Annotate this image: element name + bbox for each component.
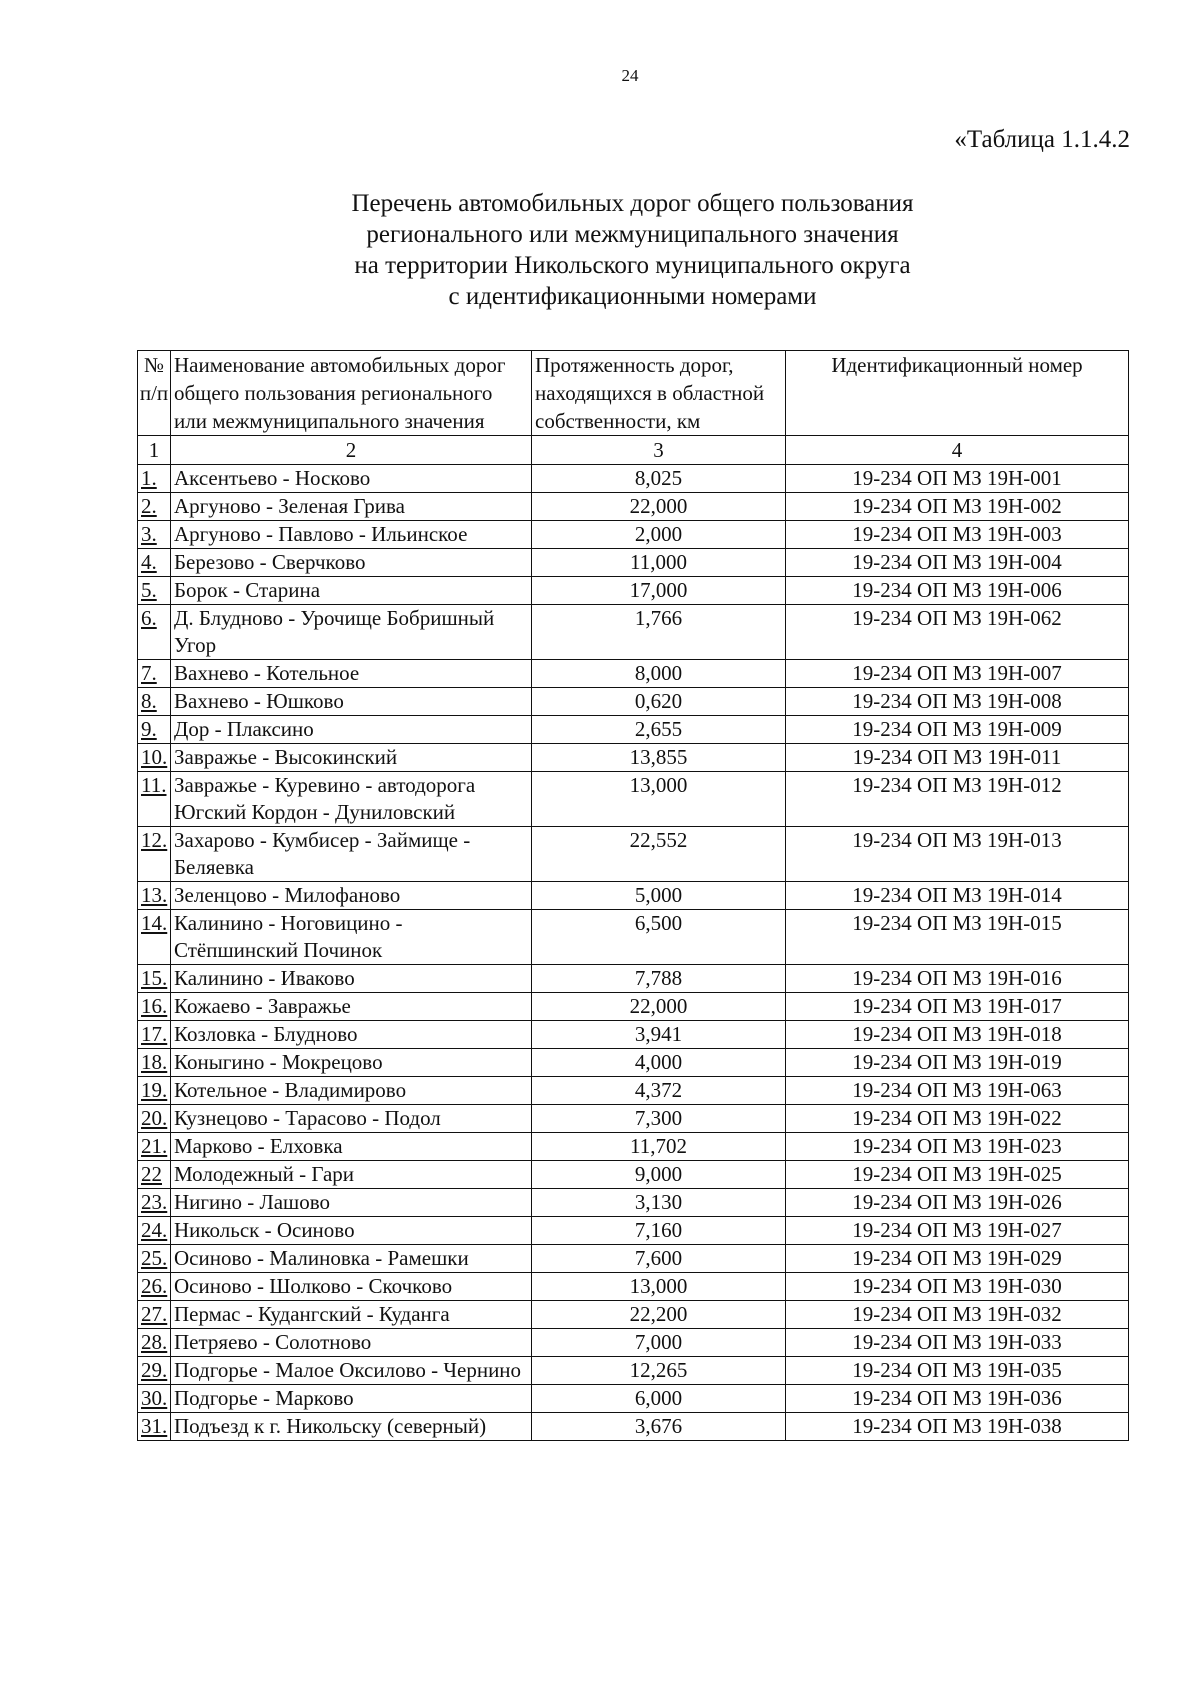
row-number bbox=[138, 716, 171, 744]
row-number-text: 29. bbox=[141, 1358, 168, 1382]
row-number-text: 10. bbox=[141, 745, 168, 769]
row-number-text: 26. bbox=[141, 1274, 168, 1298]
page-number: 24 bbox=[621, 66, 639, 85]
road-name: Завражье - Куревино - автодорога Югский Кордон - Дуниловский bbox=[171, 772, 532, 827]
road-id-number: 19-234 ОП МЗ 19Н-029 bbox=[786, 1245, 1129, 1273]
header-number: № п/п bbox=[138, 351, 171, 436]
row-number-text: 6. bbox=[141, 606, 157, 630]
road-id-number: 19-234 ОП МЗ 19Н-011 bbox=[786, 744, 1129, 772]
road-id-number: 19-234 ОП МЗ 19Н-062 bbox=[786, 605, 1129, 660]
road-length: 7,300 bbox=[532, 1105, 786, 1133]
road-name: Калинино - Иваково bbox=[171, 965, 532, 993]
road-name: Дор - Плаксино bbox=[171, 716, 532, 744]
road-name: Зеленцово - Милофаново bbox=[171, 882, 532, 910]
document-title bbox=[140, 188, 1125, 312]
column-index-row bbox=[138, 436, 1129, 465]
row-number bbox=[138, 605, 171, 660]
row-number bbox=[138, 1301, 171, 1329]
table-row bbox=[138, 993, 1129, 1021]
row-number-text: 9. bbox=[141, 717, 157, 741]
table-row bbox=[138, 1357, 1129, 1385]
row-number bbox=[138, 1021, 171, 1049]
table-row bbox=[138, 965, 1129, 993]
table-label: «Таблица 1.1.4.2 bbox=[954, 126, 1130, 153]
road-id-number: 19-234 ОП МЗ 19Н-003 bbox=[786, 521, 1129, 549]
road-length: 2,655 bbox=[532, 716, 786, 744]
road-name: Аксентьево - Носково bbox=[171, 465, 532, 493]
row-number bbox=[138, 1357, 171, 1385]
table-row bbox=[138, 688, 1129, 716]
row-number bbox=[138, 1245, 171, 1273]
road-name: Нигино - Лашово bbox=[171, 1189, 532, 1217]
row-number-text: 19. bbox=[141, 1078, 168, 1102]
table-row bbox=[138, 910, 1129, 965]
road-name: Березово - Сверчково bbox=[171, 549, 532, 577]
row-number-text: 5. bbox=[141, 578, 157, 602]
road-id-number: 19-234 ОП МЗ 19Н-027 bbox=[786, 1217, 1129, 1245]
road-name: Д. Блудново - Урочище Бобришный Угор bbox=[171, 605, 532, 660]
row-number-text: 27. bbox=[141, 1302, 168, 1326]
road-length: 6,000 bbox=[532, 1385, 786, 1413]
road-length: 8,000 bbox=[532, 660, 786, 688]
row-number bbox=[138, 688, 171, 716]
road-id-number: 19-234 ОП МЗ 19Н-026 bbox=[786, 1189, 1129, 1217]
road-name: Аргуново - Зеленая Грива bbox=[171, 493, 532, 521]
row-number bbox=[138, 882, 171, 910]
road-name: Подгорье - Марково bbox=[171, 1385, 532, 1413]
road-length: 17,000 bbox=[532, 577, 786, 605]
row-number bbox=[138, 493, 171, 521]
row-number bbox=[138, 1133, 171, 1161]
road-name: Подгорье - Малое Оксилово - Чернино bbox=[171, 1357, 532, 1385]
table-row bbox=[138, 772, 1129, 827]
row-number-text: 31. bbox=[141, 1414, 168, 1438]
row-number-text: 16. bbox=[141, 994, 168, 1018]
road-name: Калинино - Ноговицино - Стёпшинский Починок bbox=[171, 910, 532, 965]
road-length: 9,000 bbox=[532, 1161, 786, 1189]
row-number-text: 28. bbox=[141, 1330, 168, 1354]
road-name: Молодежный - Гари bbox=[171, 1161, 532, 1189]
road-length: 3,130 bbox=[532, 1189, 786, 1217]
row-number-text: 3. bbox=[141, 522, 157, 546]
header-road-name: Наименование автомобильных дорог общего пользования регионального или межмуниципального значения bbox=[171, 351, 532, 436]
row-number bbox=[138, 827, 171, 882]
road-length: 5,000 bbox=[532, 882, 786, 910]
road-name: Козловка - Блудново bbox=[171, 1021, 532, 1049]
row-number bbox=[138, 660, 171, 688]
road-name: Завражье - Высокинский bbox=[171, 744, 532, 772]
table-row bbox=[138, 1329, 1129, 1357]
row-number bbox=[138, 1413, 171, 1441]
table-row bbox=[138, 1385, 1129, 1413]
road-name: Пермас - Кудангский - Куданга bbox=[171, 1301, 532, 1329]
road-id-number: 19-234 ОП МЗ 19Н-025 bbox=[786, 1161, 1129, 1189]
row-number-text: 21. bbox=[141, 1134, 168, 1158]
column-index: 2 bbox=[171, 436, 532, 465]
table-row bbox=[138, 1133, 1129, 1161]
road-name: Кузнецово - Тарасово - Подол bbox=[171, 1105, 532, 1133]
road-id-number: 19-234 ОП МЗ 19Н-035 bbox=[786, 1357, 1129, 1385]
title-line: Перечень автомобильных дорог общего пользования bbox=[351, 190, 914, 217]
roads-table bbox=[137, 350, 1129, 1441]
table-row bbox=[138, 465, 1129, 493]
road-length: 13,000 bbox=[532, 1273, 786, 1301]
road-id-number: 19-234 ОП МЗ 19Н-023 bbox=[786, 1133, 1129, 1161]
row-number-text: 22 bbox=[141, 1162, 162, 1186]
row-number bbox=[138, 910, 171, 965]
road-length: 13,855 bbox=[532, 744, 786, 772]
table-row bbox=[138, 1273, 1129, 1301]
table-row bbox=[138, 1049, 1129, 1077]
row-number bbox=[138, 965, 171, 993]
road-length: 13,000 bbox=[532, 772, 786, 827]
road-length: 3,941 bbox=[532, 1021, 786, 1049]
row-number bbox=[138, 1049, 171, 1077]
row-number-text: 17. bbox=[141, 1022, 168, 1046]
road-id-number: 19-234 ОП МЗ 19Н-002 bbox=[786, 493, 1129, 521]
row-number-text: 11. bbox=[141, 773, 167, 797]
road-id-number: 19-234 ОП МЗ 19Н-038 bbox=[786, 1413, 1129, 1441]
column-index: 4 bbox=[786, 436, 1129, 465]
row-number bbox=[138, 577, 171, 605]
row-number-text: 8. bbox=[141, 689, 157, 713]
road-name: Кожаево - Завражье bbox=[171, 993, 532, 1021]
road-id-number: 19-234 ОП МЗ 19Н-001 bbox=[786, 465, 1129, 493]
row-number-text: 15. bbox=[141, 966, 168, 990]
road-name: Захарово - Кумбисер - Займище - Беляевка bbox=[171, 827, 532, 882]
road-id-number: 19-234 ОП МЗ 19Н-033 bbox=[786, 1329, 1129, 1357]
table-row bbox=[138, 1413, 1129, 1441]
row-number bbox=[138, 1217, 171, 1245]
row-number-text: 2. bbox=[141, 494, 157, 518]
row-number-text: 23. bbox=[141, 1190, 168, 1214]
row-number-text: 20. bbox=[141, 1106, 168, 1130]
road-length: 12,265 bbox=[532, 1357, 786, 1385]
road-id-number: 19-234 ОП МЗ 19Н-015 bbox=[786, 910, 1129, 965]
road-id-number: 19-234 ОП МЗ 19Н-008 bbox=[786, 688, 1129, 716]
table-row bbox=[138, 827, 1129, 882]
road-id-number: 19-234 ОП МЗ 19Н-006 bbox=[786, 577, 1129, 605]
row-number-text: 30. bbox=[141, 1386, 168, 1410]
row-number-text: 14. bbox=[141, 911, 168, 935]
road-name: Борок - Старина bbox=[171, 577, 532, 605]
table-row bbox=[138, 1021, 1129, 1049]
road-name: Вахнево - Котельное bbox=[171, 660, 532, 688]
road-name: Аргуново - Павлово - Ильинское bbox=[171, 521, 532, 549]
column-index: 1 bbox=[138, 436, 171, 465]
road-length: 8,025 bbox=[532, 465, 786, 493]
title-line: регионального или межмуниципального значения bbox=[366, 221, 899, 248]
table-row bbox=[138, 1245, 1129, 1273]
row-number-text: 24. bbox=[141, 1218, 168, 1242]
row-number-text: 7. bbox=[141, 661, 157, 685]
row-number bbox=[138, 744, 171, 772]
row-number bbox=[138, 1385, 171, 1413]
row-number bbox=[138, 1105, 171, 1133]
road-length: 22,552 bbox=[532, 827, 786, 882]
road-name: Осиново - Малиновка - Рамешки bbox=[171, 1245, 532, 1273]
road-length: 22,000 bbox=[532, 493, 786, 521]
row-number-text: 13. bbox=[141, 883, 168, 907]
table-row bbox=[138, 493, 1129, 521]
row-number-text: 1. bbox=[141, 466, 157, 490]
row-number-text: 12. bbox=[141, 828, 168, 852]
table-header-row bbox=[138, 351, 1129, 436]
road-id-number: 19-234 ОП МЗ 19Н-063 bbox=[786, 1077, 1129, 1105]
road-length: 4,372 bbox=[532, 1077, 786, 1105]
title-line: с идентификационными номерами bbox=[448, 283, 817, 310]
table-row bbox=[138, 1189, 1129, 1217]
road-id-number: 19-234 ОП МЗ 19Н-004 bbox=[786, 549, 1129, 577]
road-id-number: 19-234 ОП МЗ 19Н-014 bbox=[786, 882, 1129, 910]
column-index: 3 bbox=[532, 436, 786, 465]
row-number bbox=[138, 1161, 171, 1189]
table-row bbox=[138, 660, 1129, 688]
row-number bbox=[138, 1329, 171, 1357]
road-id-number: 19-234 ОП МЗ 19Н-019 bbox=[786, 1049, 1129, 1077]
table-row bbox=[138, 605, 1129, 660]
table-row bbox=[138, 521, 1129, 549]
title-line: на территории Никольского муниципального округа bbox=[354, 252, 911, 279]
row-number bbox=[138, 1189, 171, 1217]
road-length: 6,500 bbox=[532, 910, 786, 965]
road-length: 22,200 bbox=[532, 1301, 786, 1329]
table-row bbox=[138, 1217, 1129, 1245]
road-length: 7,788 bbox=[532, 965, 786, 993]
road-id-number: 19-234 ОП МЗ 19Н-009 bbox=[786, 716, 1129, 744]
table-row bbox=[138, 1077, 1129, 1105]
row-number-text: 4. bbox=[141, 550, 157, 574]
road-name: Осиново - Шолково - Скочково bbox=[171, 1273, 532, 1301]
header-id-number: Идентификационный номер bbox=[786, 351, 1129, 436]
row-number bbox=[138, 993, 171, 1021]
road-id-number: 19-234 ОП МЗ 19Н-022 bbox=[786, 1105, 1129, 1133]
row-number bbox=[138, 1273, 171, 1301]
road-id-number: 19-234 ОП МЗ 19Н-032 bbox=[786, 1301, 1129, 1329]
road-id-number: 19-234 ОП МЗ 19Н-016 bbox=[786, 965, 1129, 993]
road-id-number: 19-234 ОП МЗ 19Н-007 bbox=[786, 660, 1129, 688]
road-length: 7,000 bbox=[532, 1329, 786, 1357]
road-length: 1,766 bbox=[532, 605, 786, 660]
road-name: Никольск - Осиново bbox=[171, 1217, 532, 1245]
road-name: Котельное - Владимирово bbox=[171, 1077, 532, 1105]
table-row bbox=[138, 882, 1129, 910]
row-number bbox=[138, 549, 171, 577]
road-length: 22,000 bbox=[532, 993, 786, 1021]
road-id-number: 19-234 ОП МЗ 19Н-012 bbox=[786, 772, 1129, 827]
table-row bbox=[138, 716, 1129, 744]
road-id-number: 19-234 ОП МЗ 19Н-013 bbox=[786, 827, 1129, 882]
table-row bbox=[138, 1161, 1129, 1189]
road-id-number: 19-234 ОП МЗ 19Н-030 bbox=[786, 1273, 1129, 1301]
table-row bbox=[138, 1105, 1129, 1133]
row-number bbox=[138, 772, 171, 827]
road-id-number: 19-234 ОП МЗ 19Н-017 bbox=[786, 993, 1129, 1021]
road-name: Коныгино - Мокрецово bbox=[171, 1049, 532, 1077]
table-row bbox=[138, 577, 1129, 605]
table-row bbox=[138, 549, 1129, 577]
header-length: Протяженность дорог, находящихся в областной собственности, км bbox=[532, 351, 786, 436]
table-row bbox=[138, 1301, 1129, 1329]
road-id-number: 19-234 ОП МЗ 19Н-018 bbox=[786, 1021, 1129, 1049]
row-number bbox=[138, 1077, 171, 1105]
road-length: 7,600 bbox=[532, 1245, 786, 1273]
road-length: 4,000 bbox=[532, 1049, 786, 1077]
road-name: Вахнево - Юшково bbox=[171, 688, 532, 716]
row-number-text: 18. bbox=[141, 1050, 168, 1074]
road-name: Подъезд к г. Никольску (северный) bbox=[171, 1413, 532, 1441]
road-length: 7,160 bbox=[532, 1217, 786, 1245]
road-name: Марково - Елховка bbox=[171, 1133, 532, 1161]
table-row bbox=[138, 744, 1129, 772]
row-number bbox=[138, 465, 171, 493]
road-id-number: 19-234 ОП МЗ 19Н-036 bbox=[786, 1385, 1129, 1413]
row-number bbox=[138, 521, 171, 549]
road-length: 11,702 bbox=[532, 1133, 786, 1161]
road-length: 0,620 bbox=[532, 688, 786, 716]
road-length: 3,676 bbox=[532, 1413, 786, 1441]
road-length: 11,000 bbox=[532, 549, 786, 577]
road-length: 2,000 bbox=[532, 521, 786, 549]
row-number-text: 25. bbox=[141, 1246, 168, 1270]
road-name: Петряево - Солотново bbox=[171, 1329, 532, 1357]
